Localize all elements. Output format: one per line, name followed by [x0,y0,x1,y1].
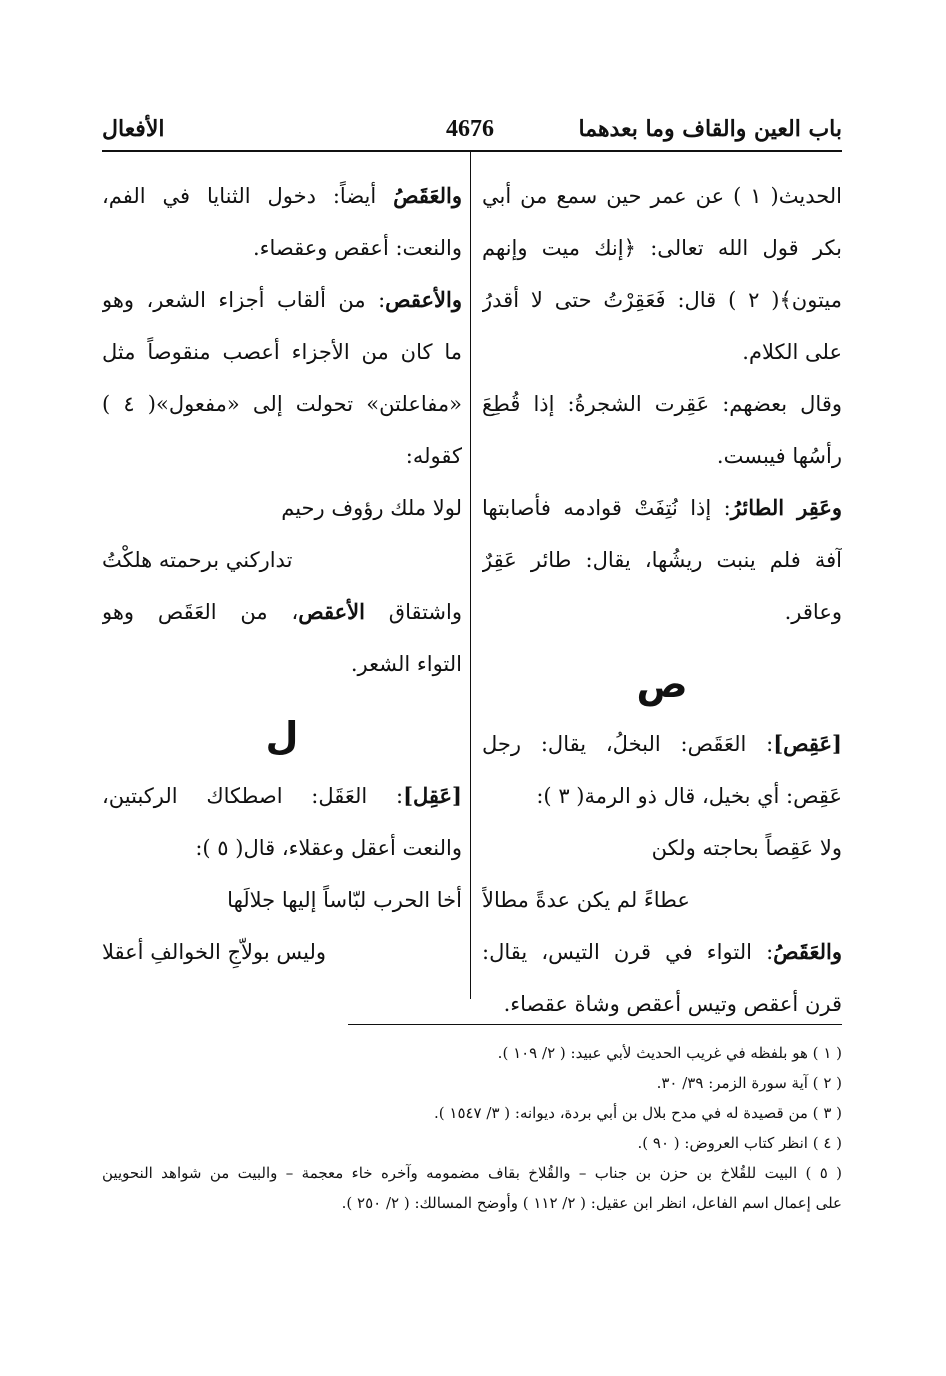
text-line [102,170,462,222]
footnote: ( ٥ ) البيت للقُلاخ بن حزن بن جناب – والقُلاخ بقاف مضمومه وآخره خاء معجمة – والبيت من شواهد النحويين [102,1164,842,1182]
entry-keyword: [عَقِص] [773,731,842,756]
entry-keyword: والعَقَصُ [393,183,462,208]
entry-text: أيضاً: دخول الثنايا في الفم، [102,184,394,208]
entry-keyword: [عَقِل] [403,783,462,808]
text-line: قرن أعقص وتيس أعقص وشاة عقصاء. [503,992,842,1016]
right-column [482,170,842,1030]
entry-keyword: والأعقص [385,287,462,312]
running-header-chapter-title: باب العين والقاف وما بعدهما [578,116,842,142]
text-line: والنعت أعقل وعقلاء، قال( ٥ ): [195,836,462,860]
text-line: على الكلام. [742,340,842,364]
text-line [102,274,462,326]
text-line: الحديث( ١ ) عن عمر حين سمع من أبي [482,184,842,208]
entry-text: : العَقَل: اصطكاك الركبتين، [102,784,404,808]
text-line: آفة فلم ينبت ريشُها، يقال: طائر عَقِرٌ [482,548,842,572]
text-line: كقوله: [405,444,462,468]
footnote: على إعمال اسم الفاعل، انظر ابن عقيل: ( ٢/ ١١٢ ) وأوضح المسالك: ( ٢/ ٢٥٠ ). [341,1194,842,1212]
text-line [482,482,842,534]
text-line [102,586,462,638]
footnote: ( ٣ ) من قصيدة له في مدح بلال بن أبي بردة، ديوانه: ( ٣/ ١٥٤٧ ). [434,1104,842,1122]
entry-text: واشتقاق [364,600,462,624]
entry-text: : إذا نُتِفَتْ قوادمه فأصابتها [482,496,731,520]
verse-hemistich: لولا ملك رؤوف رحيم [281,496,462,520]
footnotes [102,1038,842,1218]
text-line: والنعت: أعقص وعقصاء. [252,236,462,260]
text-line [102,770,462,822]
section-letter: ص [636,662,688,706]
text-line: التواء الشعر. [350,652,462,676]
column-divider [470,152,471,999]
text-line: رأسُها فيبست. [716,444,842,468]
footnote: ( ٢ ) آية سورة الزمر: ٣٩/ ٣٠. [656,1074,842,1092]
footnote-rule [348,1024,842,1025]
text-line: بكر قول الله تعالى: ﴿إنك ميت وإنهم [482,236,842,260]
text-line: وقال بعضهم: عَقِرت الشجرةُ: إذا قُطِعَ [482,392,842,416]
page-number: 4676 [446,116,494,142]
footnote: ( ١ ) هو بلفظه في غريب الحديث لأبي عبيد: ( ٢/ ١٠٩ ). [497,1044,842,1062]
text-line: وعاقر. [784,600,842,624]
text-line: «مفاعلتن» تحولت إلى «مفعول»( ٤ ) [102,392,462,416]
text-line [482,926,842,978]
verse-hemistich: أخا الحرب لبّاساً إليها جلالَها [227,888,462,912]
running-header-section-title: الأفعال [102,116,165,142]
footnote: ( ٤ ) انظر كتاب العروض: ( ٩٠ ). [637,1134,842,1152]
entry-keyword: الأعقص [298,599,365,624]
entry-keyword: وعَقِر الطائرُ [730,495,842,520]
header-rule [102,150,842,152]
entry-text: : العَقَص: البخلُ، يقال: رجل [482,732,774,756]
verse-hemistich: عطاءً لم يكن عدةً مطالاً [482,888,690,912]
text-line [482,718,842,770]
entry-text: : من ألقاب أجزاء الشعر، وهو [102,288,386,312]
verse-hemistich: وليس بولاّجِ الخوالفِ أعقلا [102,940,327,964]
entry-text: ، من العَقَص وهو [102,600,299,624]
entry-keyword: والعَقَصُ [773,939,842,964]
left-column [102,170,462,978]
verse-hemistich: تداركني برحمته هلكْتُ [102,548,293,572]
text-line: ما كان من الأجزاء أعصب منقوصاً مثل [102,340,462,364]
text-line: عَقِص: أي بخيل، قال ذو الرمة( ٣ ): [536,784,842,808]
entry-text: : التواء في قرن التيس، يقال: [482,940,774,964]
verse-hemistich: ولا عَقِصاً بحاجته ولكن [651,836,842,860]
text-line: ميتون﴾( ٢ ) قال: فَعَقِرْتُ حتى لا أقدرُ [482,288,842,312]
section-letter: ل [265,714,299,758]
